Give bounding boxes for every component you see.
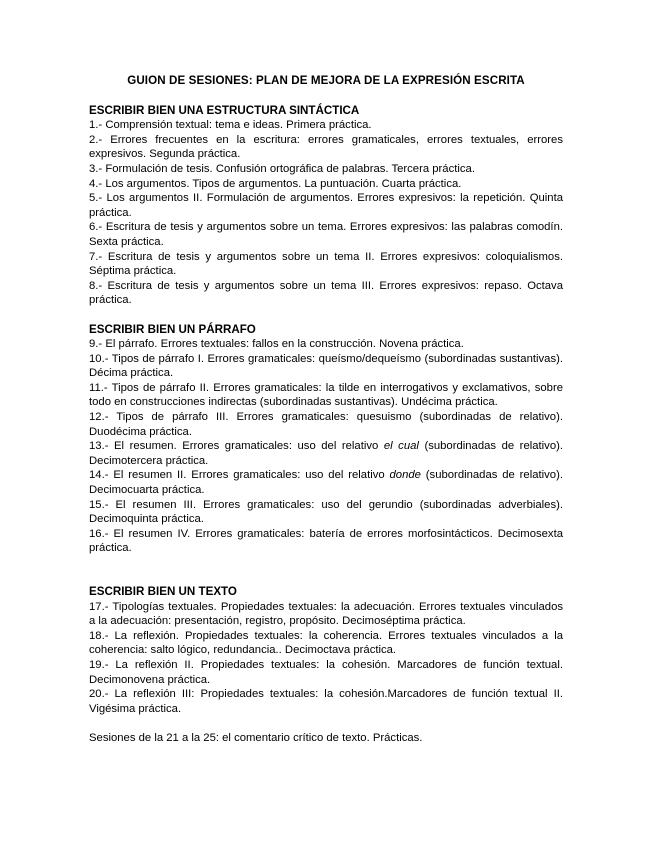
item-text: 13.- El resumen. Errores gramaticales: uso del relativo	[89, 440, 384, 453]
document-title: GUION DE SESIONES: PLAN DE MEJORA DE LA EXPRESIÓN ESCRITA	[127, 74, 525, 87]
item-text: (subordinadas de relativo). Decimotercera práctica.	[89, 440, 563, 467]
session-item: 20.- La reflexión III: Propiedades textuales: la cohesión.Marcadores de función textual II. Vigésima práctica.	[89, 688, 563, 715]
session-item: 10.- Tipos de párrafo I. Errores gramaticales: queísmo/dequeísmo (subordinadas sustantivas). Décima práctica.	[89, 352, 563, 380]
section-estructura-sintactica	[89, 104, 563, 308]
closing-note: Sesiones de la 21 a la 25: el comentario crítico de texto. Prácticas.	[89, 731, 423, 744]
session-item: 1.- Comprensión textual: tema e ideas. Primera práctica.	[89, 119, 372, 132]
item-text: 14.- El resumen II. Errores gramaticales: uso del relativo	[89, 469, 390, 482]
session-item: 15.- El resumen III. Errores gramaticales: uso del gerundio (subordinadas adverbiales). Decimoquinta práctica.	[89, 498, 563, 526]
item-italic-text: el cual	[383, 440, 419, 453]
section-heading: ESCRIBIR BIEN UN TEXTO	[89, 585, 237, 598]
session-item: 8.- Escritura de tesis y argumentos sobre un tema III. Errores expresivos: repaso. Octava práctica.	[89, 279, 563, 307]
session-item	[89, 439, 563, 468]
session-item: 7.- Escritura de tesis y argumentos sobre un tema II. Errores expresivos: coloquialismos. Séptima práctica.	[89, 250, 563, 278]
session-item: 6.- Escritura de tesis y argumentos sobre un tema. Errores expresivos: las palabras comodín. Sexta práctica.	[89, 221, 563, 248]
session-item: 12.- Tipos de párrafo III. Errores gramaticales: quesuismo (subordinadas de relativo). Duodécima práctica.	[89, 411, 563, 438]
session-item: 9.- El párrafo. Errores textuales: fallos en la construcción. Novena práctica.	[89, 338, 464, 351]
section-heading: ESCRIBIR BIEN UN PÁRRAFO	[89, 322, 256, 336]
session-item	[89, 468, 563, 497]
spacer	[89, 308, 563, 323]
session-item: 18.- La reflexión. Propiedades textuales: la coherencia. Errores textuales vinculados a la coherencia: salto lógico, redundancia.. Decimoctava práctica.	[89, 629, 563, 657]
section-parrafo	[89, 323, 563, 557]
session-item: 16.- El resumen IV. Errores gramaticales: batería de errores morfosintácticos. Decimosexta práctica.	[89, 527, 563, 555]
session-item: 4.- Los argumentos. Tipos de argumentos. La puntuación. Cuarta práctica.	[89, 177, 462, 190]
session-item: 11.- Tipos de párrafo II. Errores gramaticales: la tilde en interrogativos y exclamativos, sobre todo en construcciones indirectas (subordinadas sustantivas). Undécima práctica.	[89, 381, 563, 409]
session-item: 5.- Los argumentos II. Formulación de argumentos. Errores expresivos: la repetición. Quinta práctica.	[89, 192, 563, 219]
item-italic-text: donde	[389, 469, 421, 482]
section-heading: ESCRIBIR BIEN UNA ESTRUCTURA SINTÁCTICA	[89, 103, 360, 117]
spacer	[89, 556, 563, 585]
session-item: 2.- Errores frecuentes en la escritura: errores gramaticales, errores textuales, errores expresivos. Segunda práctica.	[89, 133, 563, 161]
session-item: 17.- Tipologías textuales. Propiedades textuales: la adecuación. Errores textuales vinculados a la adecuación: presentación, registro, propósito. Decimoséptima práctica.	[89, 600, 563, 628]
session-item: 3.- Formulación de tesis. Confusión ortográfica de palabras. Tercera práctica.	[89, 162, 475, 175]
session-item: 19.- La reflexión II. Propiedades textuales: la cohesión. Marcadores de función textual. Decimonovena práctica.	[89, 658, 563, 686]
section-texto	[89, 585, 563, 716]
spacer	[89, 716, 563, 731]
item-text: (subordinadas de relativo). Decimocuarta práctica.	[89, 469, 563, 497]
document-page	[89, 74, 563, 746]
